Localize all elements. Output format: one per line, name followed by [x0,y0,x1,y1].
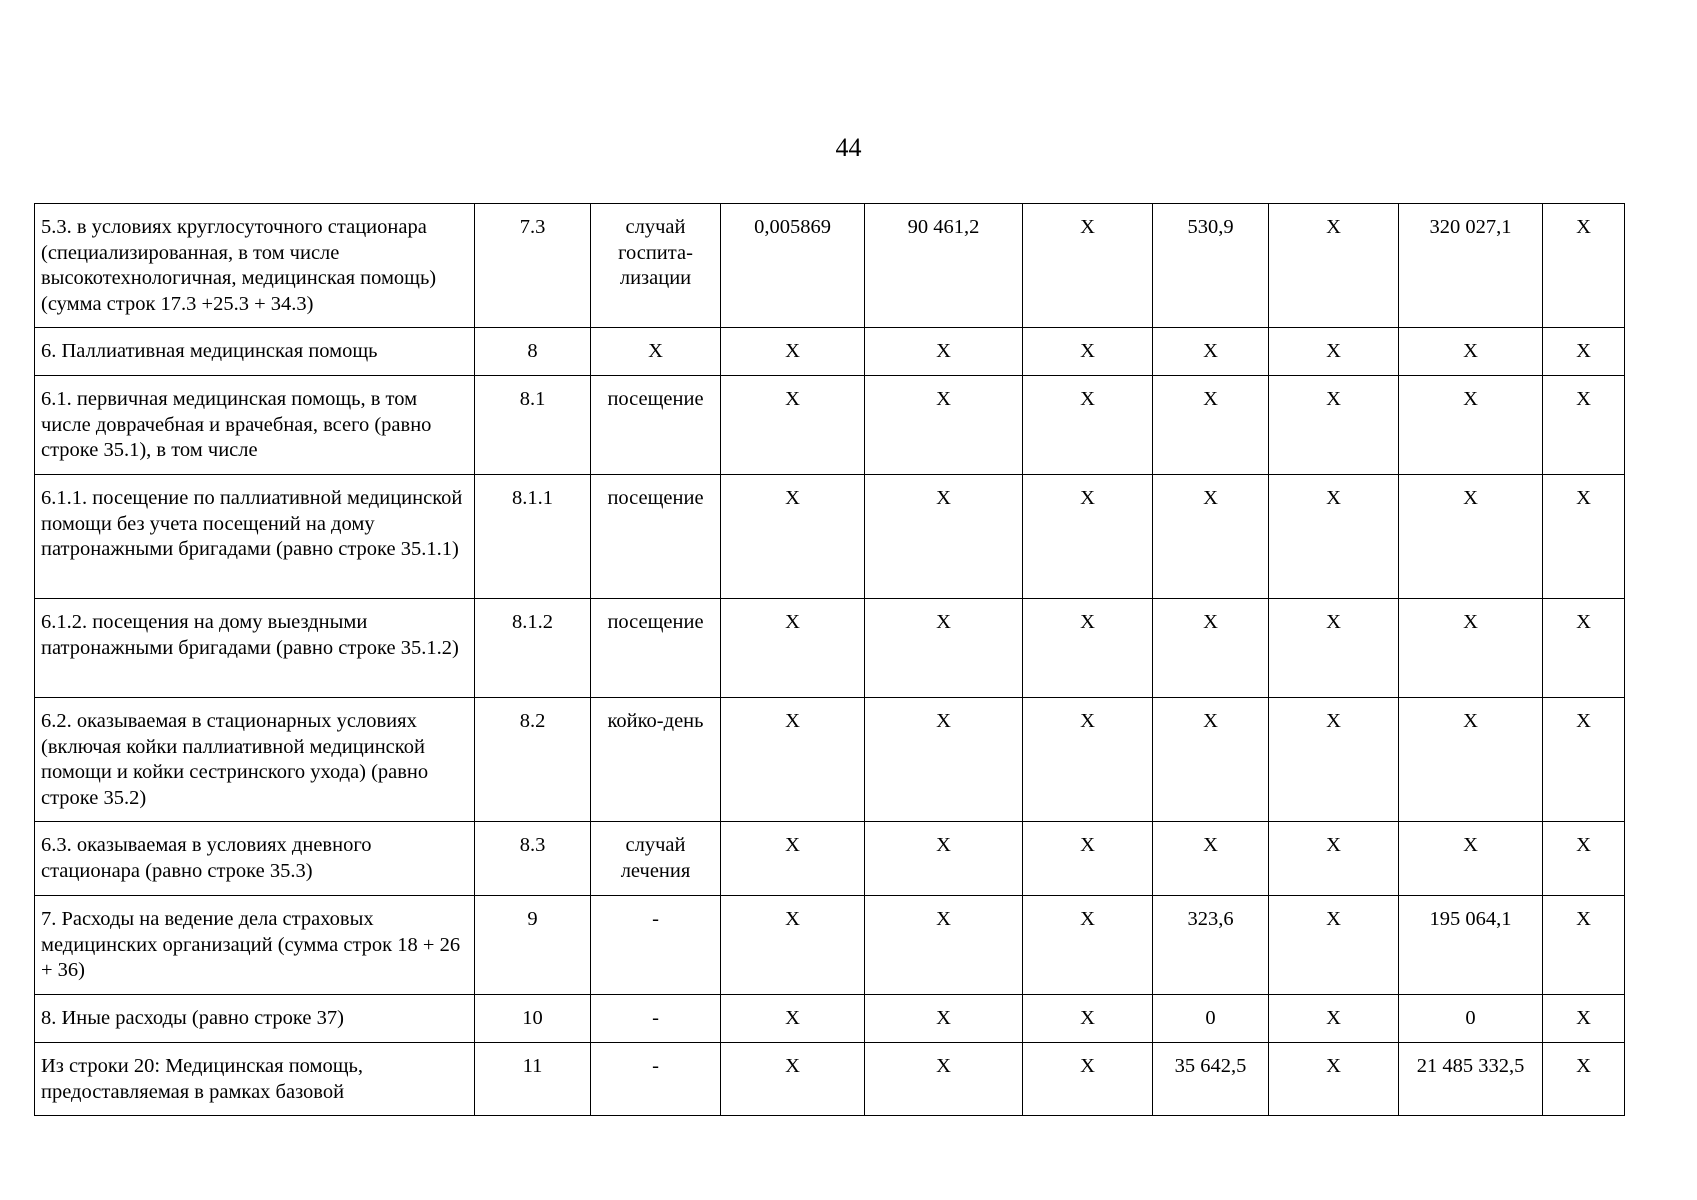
value-cell: Х [721,328,865,376]
row-code: 7.3 [475,204,591,328]
table-row [35,1043,1625,1116]
value-cell: Х [1153,328,1269,376]
value-cell: Х [1543,376,1625,475]
value-cell: Х [1023,698,1153,822]
value-cell: Х [1543,599,1625,698]
row-name: 7. Расходы на ведение дела страховых медицинских организаций (сумма строк 18 + 26 + 36) [35,896,475,995]
unit-cell: случай лечения [591,822,721,896]
table-row [35,376,1625,475]
value-cell: Х [1269,698,1399,822]
value-cell: Х [1269,995,1399,1043]
value-cell: Х [1023,328,1153,376]
value-cell: Х [1543,896,1625,995]
unit-cell: Х [591,328,721,376]
value-cell: Х [865,475,1023,599]
value-cell: 323,6 [1153,896,1269,995]
value-cell: Х [865,599,1023,698]
value-cell: Х [1543,995,1625,1043]
value-cell: Х [865,698,1023,822]
value-cell: Х [721,475,865,599]
value-cell: 195 064,1 [1399,896,1543,995]
table-row [35,698,1625,822]
value-cell: Х [865,822,1023,896]
value-cell: Х [721,599,865,698]
value-cell: 21 485 332,5 [1399,1043,1543,1116]
row-name: 8. Иные расходы (равно строке 37) [35,995,475,1043]
row-code: 8.3 [475,822,591,896]
value-cell: Х [1023,995,1153,1043]
value-cell: Х [1543,822,1625,896]
value-cell: 0,005869 [721,204,865,328]
value-cell: 35 642,5 [1153,1043,1269,1116]
value-cell: Х [1153,599,1269,698]
table-row [35,599,1625,698]
unit-cell: - [591,896,721,995]
unit-cell: посещение [591,475,721,599]
row-code: 8.1.2 [475,599,591,698]
value-cell: Х [1399,599,1543,698]
value-cell: 530,9 [1153,204,1269,328]
value-cell: Х [1269,328,1399,376]
value-cell: Х [1543,475,1625,599]
value-cell: Х [721,822,865,896]
value-cell: Х [1269,599,1399,698]
value-cell: Х [1023,475,1153,599]
value-cell: Х [1153,822,1269,896]
row-name: 6.1. первичная медицинская помощь, в том числе доврачебная и врачебная, всего (равно строке 35.1), в том числе [35,376,475,475]
unit-cell: случай госпита-лизации [591,204,721,328]
unit-cell: посещение [591,376,721,475]
value-cell: Х [1269,1043,1399,1116]
table-row [35,896,1625,995]
unit-cell: посещение [591,599,721,698]
table-row [35,328,1625,376]
row-code: 8.2 [475,698,591,822]
value-cell: Х [865,995,1023,1043]
table-row [35,995,1625,1043]
row-code: 9 [475,896,591,995]
unit-cell: - [591,995,721,1043]
value-cell: Х [1543,1043,1625,1116]
table-row [35,204,1625,328]
row-code: 11 [475,1043,591,1116]
row-code: 8.1.1 [475,475,591,599]
value-cell: Х [1023,376,1153,475]
value-cell: Х [1399,328,1543,376]
row-code: 8.1 [475,376,591,475]
value-cell: Х [1023,204,1153,328]
value-cell: Х [1269,204,1399,328]
value-cell: Х [721,376,865,475]
value-cell: Х [865,1043,1023,1116]
value-cell: Х [1543,698,1625,822]
value-cell: 0 [1153,995,1269,1043]
value-cell: Х [1153,376,1269,475]
value-cell: 0 [1399,995,1543,1043]
value-cell: Х [865,328,1023,376]
row-name: Из строки 20: Медицинская помощь, предоставляемая в рамках базовой [35,1043,475,1116]
row-name: 6.2. оказываемая в стационарных условиях (включая койки паллиативной медицинской помощи и койки сестринского ухода) (равно строке 35.2) [35,698,475,822]
value-cell: Х [1399,475,1543,599]
row-name: 6. Паллиативная медицинская помощь [35,328,475,376]
table-body [35,204,1625,1116]
value-cell: Х [721,995,865,1043]
unit-cell: койко-день [591,698,721,822]
unit-cell: - [591,1043,721,1116]
value-cell: Х [1399,822,1543,896]
value-cell: Х [1543,204,1625,328]
value-cell: Х [1269,475,1399,599]
value-cell: Х [1399,698,1543,822]
value-cell: Х [1399,376,1543,475]
value-cell: Х [1269,822,1399,896]
table-row [35,822,1625,896]
value-cell: Х [1023,599,1153,698]
value-cell: Х [1153,475,1269,599]
row-name: 6.1.1. посещение по паллиативной медицинской помощи без учета посещений на дому патронажными бригадами (равно строке 35.1.1) [35,475,475,599]
value-cell: Х [721,698,865,822]
value-cell: Х [721,896,865,995]
value-cell: 90 461,2 [865,204,1023,328]
value-cell: Х [721,1043,865,1116]
value-cell: Х [1023,822,1153,896]
data-table [34,203,1625,1116]
value-cell: Х [865,896,1023,995]
row-code: 8 [475,328,591,376]
row-name: 5.3. в условиях круглосуточного стационара (специализированная, в том числе высокотехнологичная, медицинская помощь) (сумма строк 17.3 +25.3 + 34.3) [35,204,475,328]
row-name: 6.3. оказываемая в условиях дневного стационара (равно строке 35.3) [35,822,475,896]
value-cell: Х [1543,328,1625,376]
page-number: 44 [835,133,862,162]
row-name: 6.1.2. посещения на дому выездными патронажными бригадами (равно строке 35.1.2) [35,599,475,698]
value-cell: Х [1023,1043,1153,1116]
value-cell: Х [1023,896,1153,995]
value-cell: Х [1269,376,1399,475]
value-cell: Х [865,376,1023,475]
value-cell: 320 027,1 [1399,204,1543,328]
row-code: 10 [475,995,591,1043]
table-row [35,475,1625,599]
value-cell: Х [1153,698,1269,822]
value-cell: Х [1269,896,1399,995]
